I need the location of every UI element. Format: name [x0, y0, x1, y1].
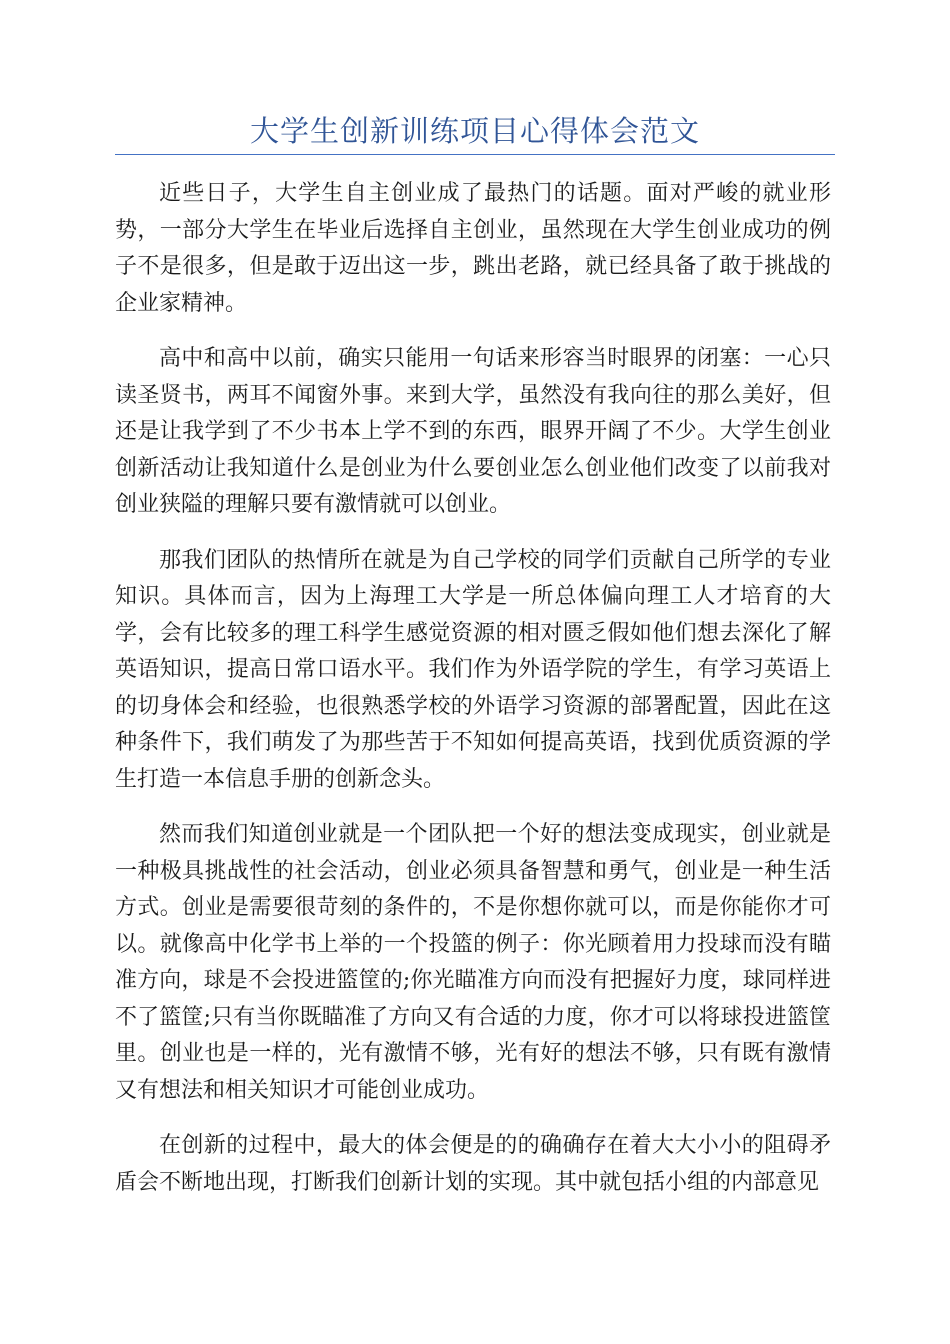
paragraph-3: 那我们团队的热情所在就是为自己学校的同学们贡献自己所学的专业知识。具体而言，因为上海理工大学是一所总体偏向理工人才培育的大学，会有比较多的理工科学生感觉资源的相对匮乏假如他们想去深化了解英语知识，提高日常口语水平。我们作为外语学院的学生，有学习英语上的切身体会和经验，也很熟悉学校的外语学习资源的部署配置，因此在这种条件下，我们萌发了为那些苦于不知如何提高英语，找到优质资源的学生打造一本信息手册的创新念头。 [115, 547, 831, 792]
document-title: 大学生创新训练项目心得体会范文 [249, 114, 700, 148]
title-underline [115, 154, 835, 155]
paragraph-1: 近些日子，大学生自主创业成了最热门的话题。面对严峻的就业形势，一部分大学生在毕业后选择自主创业，虽然现在大学生创业成功的例子不是很多，但是敢于迈出这一步，跳出老路，就已经具备了敢于挑战的企业家精神。 [115, 181, 831, 316]
paragraph-2: 高中和高中以前，确实只能用一句话来形容当时眼界的闭塞：一心只读圣贤书，两耳不闻窗外事。来到大学，虽然没有我向往的那么美好，但还是让我学到了不少书本上学不到的东西，眼界开阔了不少。大学生创业创新活动让我知道什么是创业为什么要创业怎么创业他们改变了以前我对创业狭隘的理解只要有激情就可以创业。 [115, 346, 831, 517]
document-body [115, 176, 831, 1220]
paragraph-5: 在创新的过程中，最大的体会便是的的确确存在着大大小小的阻碍矛盾会不断地出现，打断我们创新计划的实现。其中就包括小组的内部意见 [115, 1133, 831, 1195]
paragraph-4: 然而我们知道创业就是一个团队把一个好的想法变成现实，创业就是一种极具挑战性的社会活动，创业必须具备智慧和勇气，创业是一种生活方式。创业是需要很苛刻的条件的，不是你想你就可以，而是你能你才可以。就像高中化学书上举的一个投篮的例子：你光顾着用力投球而没有瞄准方向，球是不会投进篮筐的;你光瞄准方向而没有把握好力度，球同样进不了篮筐;只有当你既瞄准了方向又有合适的力度，你才可以将球投进篮筐里。创业也是一样的，光有激情不够，光有好的想法不够，只有既有激情又有想法和相关知识才可能创业成功。 [115, 822, 831, 1103]
